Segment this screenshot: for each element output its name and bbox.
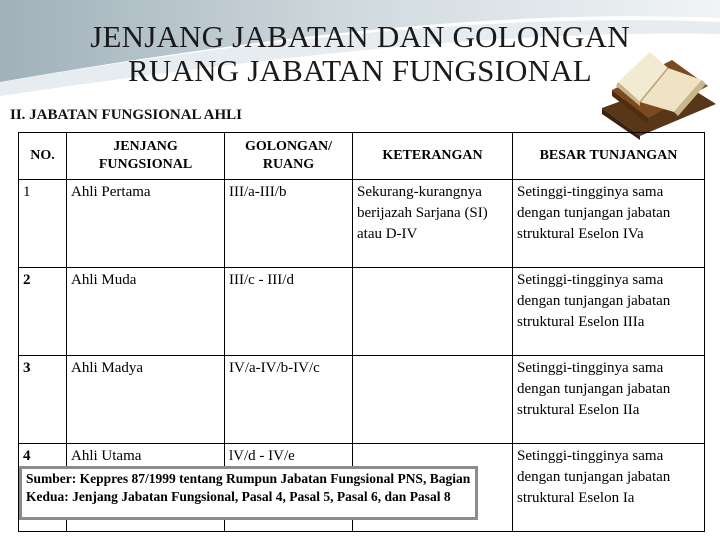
cell-tunjangan: Setinggi-tingginya sama dengan tunjangan jabatan struktural Eselon IIa	[513, 356, 705, 444]
cell-no: 3	[19, 356, 67, 444]
table-row	[19, 180, 705, 268]
cell-golongan: III/c - III/d	[225, 268, 353, 356]
books-illustration	[588, 46, 720, 140]
cell-no: 2	[19, 268, 67, 356]
cell-jenjang: Ahli Madya	[67, 356, 225, 444]
cell-tunjangan: Setinggi-tingginya sama dengan tunjangan jabatan struktural Eselon IIIa	[513, 268, 705, 356]
cell-jenjang: Ahli Muda	[67, 268, 225, 356]
cell-keterangan	[353, 268, 513, 356]
title-line-1: JENJANG JABATAN DAN GOLONGAN	[90, 19, 630, 54]
cell-keterangan	[353, 356, 513, 444]
header-keterangan: KETERANGAN	[353, 133, 513, 180]
table-row	[19, 268, 705, 356]
cell-golongan: III/a-III/b	[225, 180, 353, 268]
source-note: Sumber: Keppres 87/1999 tentang Rumpun Jabatan Fungsional PNS, Bagian Kedua: Jenjang Jabatan Fungsional, Pasal 4, Pasal 5, Pasal 6, dan Pasal 8	[19, 466, 478, 520]
cell-no: 4	[19, 444, 67, 532]
header-jenjang: JENJANG FUNGSIONAL	[67, 133, 225, 180]
table-row	[19, 356, 705, 444]
cell-keterangan: Sekurang-kurangnya berijazah Sarjana (SI) atau D-IV	[353, 180, 513, 268]
cell-golongan: IV/a-IV/b-IV/c	[225, 356, 353, 444]
cell-golongan: lV/d - IV/e	[225, 444, 353, 532]
cell-jenjang: Ahli Utama	[67, 444, 225, 532]
cell-jenjang: Ahli Pertama	[67, 180, 225, 268]
cell-tunjangan: Setinggi-tingginya sama dengan tunjangan jabatan struktural Eselon Ia	[513, 444, 705, 532]
header-golongan: GOLONGAN/ RUANG	[225, 133, 353, 180]
header-no: NO.	[19, 133, 67, 180]
cell-tunjangan: Setinggi-tingginya sama dengan tunjangan jabatan struktural Eselon IVa	[513, 180, 705, 268]
table-header-row	[19, 133, 705, 180]
header-tunjangan: BESAR TUNJANGAN	[513, 133, 705, 180]
cell-no: 1	[19, 180, 67, 268]
title-line-2: RUANG JABATAN FUNGSIONAL	[128, 53, 592, 88]
section-subtitle: II. JABATAN FUNGSIONAL AHLI	[10, 107, 242, 123]
